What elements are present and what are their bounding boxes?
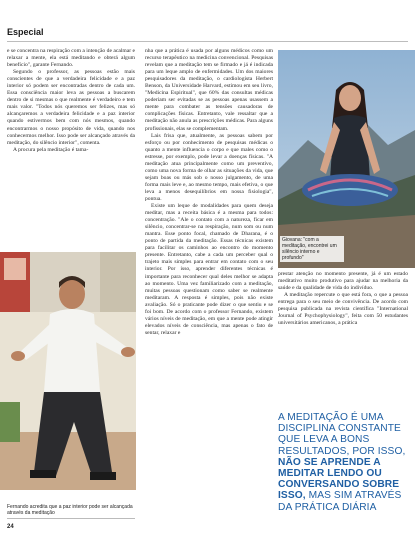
caption-fernando: Fernando acredita que a paz interior pode ser alcançada através da meditação [7, 504, 133, 516]
photo-fernando [0, 252, 136, 490]
pull-quote [278, 412, 410, 513]
section-title: Especial [7, 27, 44, 37]
column-1 [7, 48, 135, 246]
column-2 [145, 48, 273, 538]
paragraph: e se concentra na respiração com a intenção de acalmar e relaxar a mente, ela está meditando e obterá algum benefício", garante Fernando. [7, 48, 135, 69]
pull-quote-text: A MEDITAÇÃO É UMA DISCIPLINA CONSTANTE QUE LEVA A BONS RESULTADOS, POR ISSO, [278, 412, 406, 457]
paragraph: A procura pela meditação é tama- [13, 146, 89, 153]
paragraph: nha que a prática é usada por alguns médicos como um recurso terapêutico na medicina convencional. Pesquisas revelam que a meditação tem se firmado e já é indicada para um leque amplo de enfermidades. Um dos maiores pesquisadores da meditação, o cardiologista Herbert Benson, da Universidade Harvard, estimou em seu livro, "Medicina Espiritual", que 60% das consultas médicas poderiam ser evitadas se as pessoas apenas usassem a mente para combater as tensões causadoras de complicações físicas. Entretanto, vale ressaltar que a meditação não anula as prescrições médicas. Para alguns profissionais, elas se complementam. [145, 48, 273, 132]
pull-quote-text-end: MAS SIM ATRAVÉS DA PRÁTICA DIÁRIA [278, 490, 402, 513]
paragraph: Existe um leque de modalidades para quem deseja meditar, mas a receita básica é a mesma para todos: concentração. "Ale o contato com a natureza, ficar em silêncio, concentrar-se na respiração, num som ou num mantra. Esse ponto focal, chamado de Dharana, é o ponto de partida da meditação. Essas técnicas existem para facilitar os caminhos ao encontro do momento presente. Entretanto, cabe a cada um perceber qual o trajeto mais simples para entrar em contato com o seu interior. Por isso, aprender diferentes técnicas é importante para reconhecer qual deles melhor se adapta ao momento. Uma vez familiarizado com a meditação, muitas pessoas questionam como saber se realmente meditaram. A resposta é simples, pois não existe avaliação. Só o praticante pode dizer o que sentiu e se foi bom. De acordo com o professor Fernando, existem vários níveis de meditação, em que a mente pode atingir elevados níveis de consciência, mas apenas o fato de sentar, relaxar e [145, 203, 273, 336]
photo-fernando-image [0, 252, 136, 490]
footer-divider [7, 518, 135, 519]
paragraph: Segundo o professor, as pessoas estão mais conscientes de que a verdadeira felicidade e a paz interior só podem ser encontradas dentro de cada um. Essa consciência maior leva as pessoas a buscarem dentro de si mesmas o que realmente é verdadeiro e tem mais valor. "Todos nós queremos ser felizes, mas só alcançaremos a verdadeira felicidade e a paz interior quando estivermos bem com nós mesmos, quando encontrarmos o nosso propósito de vida, quando nos conhecermos melhor. Isso pode ser alcançado através da meditação, do silêncio interior", comenta. [7, 69, 135, 146]
caption-giovana: Giovana: "com a meditação, encontrei um silêncio interno e profundo" [280, 236, 344, 262]
page-number: 24 [7, 524, 14, 530]
paragraph: prestar atenção no momento presente, já é um estado meditativo muito produtivo para ajudar na melhoria da saúde e da qualidade de vida do indivíduo. [278, 271, 408, 292]
paragraph: Lais frisa que, atualmente, as pessoas sabem por esforço ou por conhecimento de pesquisas médicas o quanto a mente influencia o corpo e que males como o estresse, por exemplo, pode levar a doenças físicas. "A meditação atua principalmente como um preventivo, como uma nova forma de olhar as situações da vida, que sejam boas ou más sob o nosso julgamento, de uma forma mais leve e, ao mesmo tempo, mais efetiva, o que leva a menos desequilíbrios em nossa fisiologia", pontua. [145, 132, 273, 202]
pull-quote-highlight: NÃO SE APRENDE A MEDITAR LENDO OU CONVERSANDO SOBRE ISSO, [278, 456, 400, 502]
header-divider [7, 41, 408, 42]
column-3 [278, 271, 408, 391]
paragraph: A meditação repercute o que está fora, o que a pessoa entrega para o seu meio de convivência. De acordo com pesquisa publicada na revista científica "International Journal of Psychophysiology", feita com 50 estudantes universitários americanos, a prática [278, 292, 408, 327]
